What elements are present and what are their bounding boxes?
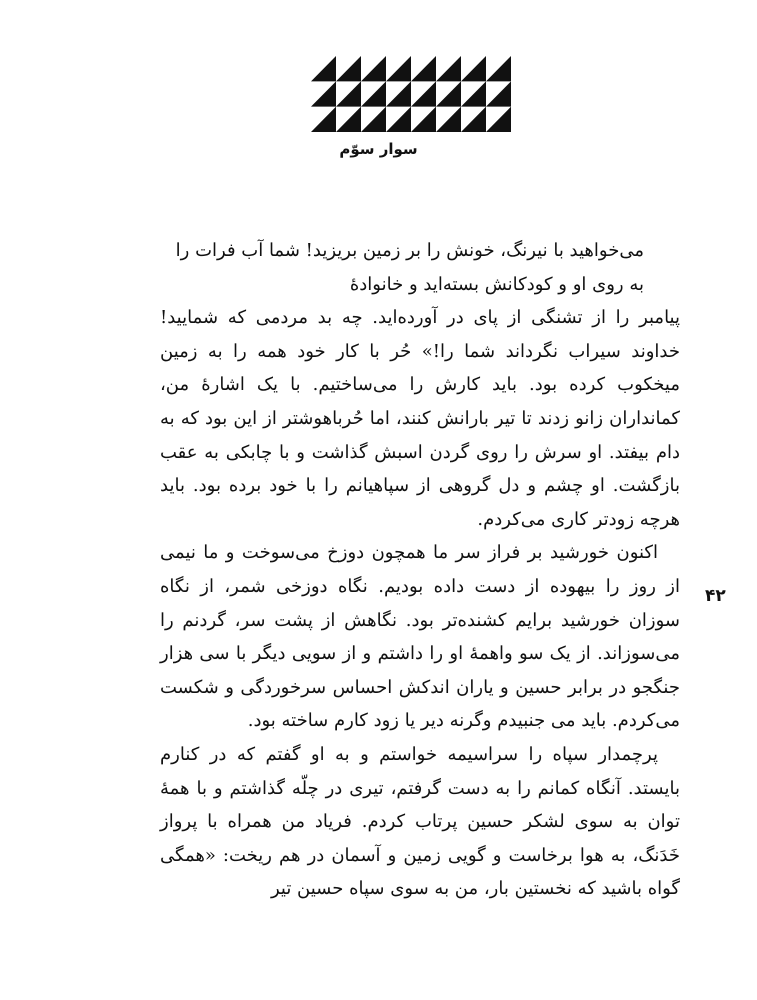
- ornament-triangle: [461, 56, 486, 81]
- ornament-triangle: [336, 56, 361, 81]
- ornament-triangle: [386, 56, 411, 81]
- ornament-triangle: [436, 56, 461, 81]
- page-number: ۴۲: [705, 586, 726, 606]
- triangle-pattern-icon: [311, 56, 511, 132]
- ornament-triangle: [411, 56, 436, 81]
- ornament-triangle: [386, 107, 411, 132]
- chapter-title: سوار سوّم: [339, 140, 418, 158]
- ornament-triangle: [311, 56, 336, 81]
- ornament-triangle: [361, 56, 386, 81]
- ornament-triangle: [386, 81, 411, 106]
- ornament-triangle: [361, 81, 386, 106]
- ornament-triangle: [486, 56, 511, 81]
- ornament-triangle: [336, 107, 361, 132]
- ornament-triangle: [461, 81, 486, 106]
- ornament-triangle: [311, 107, 336, 132]
- ornament-triangle: [461, 107, 486, 132]
- paragraph: اکنون خورشید بر فراز سر ما همچون دوزخ می‌سوخت و ما نیمی از روز را بیهوده از دست داده بودیم. نگاه دوزخی شمر، از نگاه سوزان خورشید برایم کشنده‌تر بود. نگاهش از پشت سر، گردنم را می‌سوزاند. از یک سو واهمهٔ او را داشتم و از سویی دیگر با سی هزار جنگجو در برابر حسین و یاران اندکش احساس سرخوردگی و شکست می‌کردم. باید می جنبیدم وگرنه دیر یا زود کارم ساخته بود.: [160, 542, 680, 732]
- paragraph: پرچمدار سپاه را سراسیمه خواستم و به او گفتم که در کنارم بایستد. آنگاه کمانم را به دست گرفتم، تیری در چلّه گذاشتم و با همهٔ توان به سوی لشکر حسین پرتاب کردم. فریاد من همراه با پرواز خَدَنگ، به هوا برخاست و گویی زمین و آسمان در هم ریخت: «همگی گواه باشید که نخستین بار، من به سوی سپاه حسین تیر: [160, 743, 680, 900]
- body-text: [160, 234, 680, 906]
- paragraph: پیامبر را از تشنگی از پای در آورده‌اید. چه بد مردمی که شمایید! خداوند سیراب نگرداند شما را!» حُر با کار خود همه را به زمین میخکوب کرده بود. باید کارش را می‌ساختیم. با یک اشارهٔ من، کمانداران زانو زدند تا تیر بارانش کنند، اما حُرباهوشتر از این بود که به دام بیفتد. او سرش را روی گردن اسبش گذاشت و با چابکی به عقب بازگشت. او چشم و دل گروهی از سپاهیانم را با خود برده بود. باید هرچه زودتر کاری می‌کردم.: [160, 307, 680, 530]
- ornament-triangle: [436, 81, 461, 106]
- ornament-triangle: [336, 81, 361, 106]
- ornament-triangle: [486, 81, 511, 106]
- ornament-triangle: [311, 81, 336, 106]
- ornament-triangle: [486, 107, 511, 132]
- paragraph-continuation: می‌خواهید با نیرنگ، خونش را بر زمین بریزید! شما آب فرات را به روی او و کودکانش بسته‌اید و خانوادهٔ: [175, 240, 644, 295]
- ornament-triangle: [411, 107, 436, 132]
- ornament-triangle: [411, 81, 436, 106]
- ornament-triangle: [361, 107, 386, 132]
- ornament-triangle: [436, 107, 461, 132]
